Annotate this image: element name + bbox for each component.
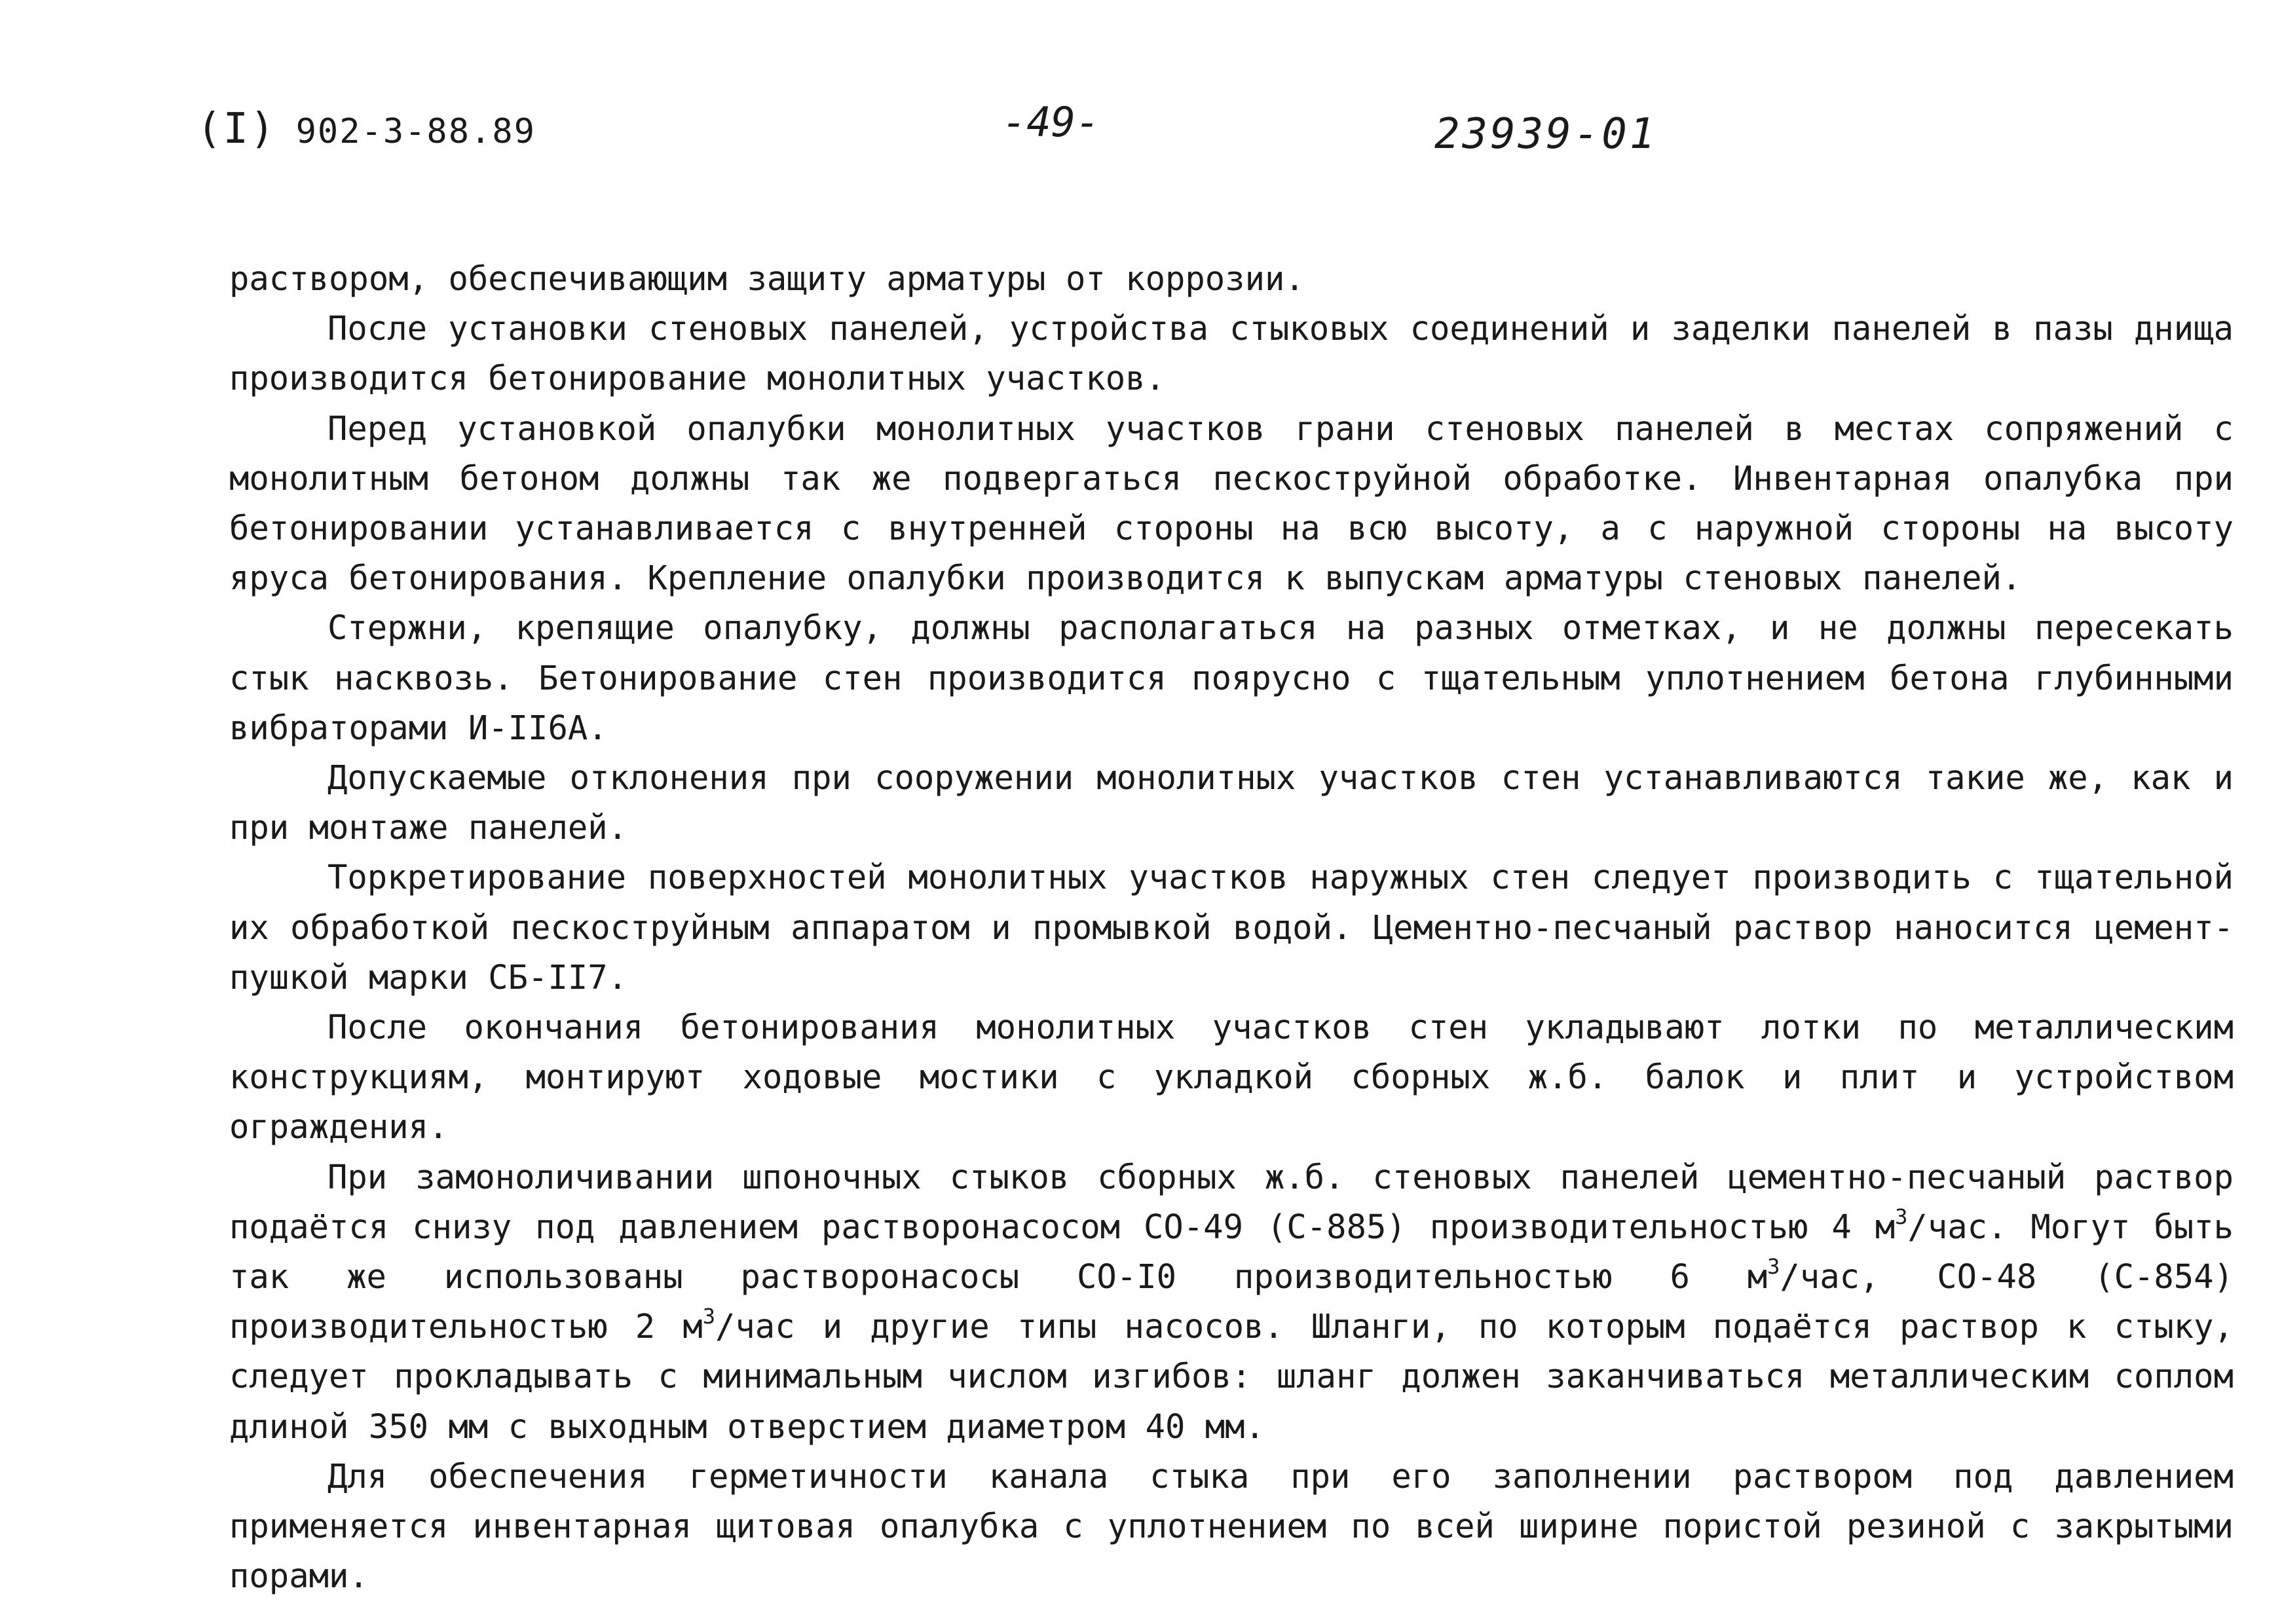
superscript-cubic-1: 3 xyxy=(1895,1204,1908,1229)
paragraph-panel-installation: После установки стеновых панелей, устройства стыковых соединений и заделки панелей в пазы днища производится бетонирование монолитных участков. xyxy=(229,309,2234,398)
document-body xyxy=(229,254,2234,1601)
grouting-text-1: При замоноличивании шпоночных стыков сборных ж.б. стеновых панелей цементно-песчаный раствор подаётся снизу под давлением растворонасосом СО-49 (С-885) производительностью 4 м xyxy=(229,1157,2234,1246)
paragraph-trays: После окончания бетонирования монолитных участков стен укладывают лотки по металлическим конструкциям, монтируют ходовые мостики с укладкой сборных ж.б. балок и плит и устройством ограждения. xyxy=(229,1008,2234,1147)
paragraph-continuation: раствором, обеспечивающим защиту арматуры от коррозии. xyxy=(229,259,1305,298)
paragraph-gunite: Торкретирование поверхностей монолитных участков наружных стен следует производить с тщательной их обработкой пескоструйным аппаратом и промывкой водой. Цементно-песчаный раствор наносится цемент-пушкой марки СБ-II7. xyxy=(229,858,2234,997)
paragraph-grouting xyxy=(229,1153,2234,1452)
grouting-text-4: /час и другие типы насосов. Шланги, по которым подаётся раствор к стыку, следует прокладывать с минимальным числом изгибов: шланг должен заканчиваться металлическим соплом длиной 350 мм с выходным отверстием диаметром 40 мм. xyxy=(229,1307,2234,1446)
page-header xyxy=(196,98,2096,177)
header-left xyxy=(196,105,536,153)
paragraph-tolerances: Допускаемые отклонения при сооружении монолитных участков стен устанавливаются такие же, как и при монтаже панелей. xyxy=(229,758,2234,847)
paragraph-sealing: Для обеспечения герметичности канала стыка при его заполнении раствором под давлением применяется инвентарная щитовая опалубка с уплотнением по всей ширине пористой резиной с закрытыми порами. xyxy=(229,1456,2234,1596)
section-mark: (I) xyxy=(196,105,276,153)
paragraph-rods: Стержни, крепящие опалубку, должны располагаться на разных отметках, и не должны пересекать стык насквозь. Бетонирование стен производится поярусно с тщательным уплотнением бетона глубинными вибраторами И-II6А. xyxy=(229,608,2234,747)
superscript-cubic-3: 3 xyxy=(702,1304,715,1329)
superscript-cubic-2: 3 xyxy=(1767,1254,1780,1280)
page-number: -49- xyxy=(1002,98,1100,146)
document-number: 23939-01 xyxy=(1434,110,1658,158)
project-code: 902-3-88.89 xyxy=(295,112,536,151)
paragraph-formwork: Перед установкой опалубки монолитных участков грани стеновых панелей в местах сопряжений с монолитным бетоном должны так же подвергаться пескоструйной обработке. Инвентарная опалубка при бетонировании устанавливается с внутренней стороны на всю высоту, а с наружной стороны на высоту яруса бетонирования. Крепление опалубки производится к выпускам арматуры стеновых панелей. xyxy=(229,409,2234,598)
grouting-text-3: /час, СО-48 (С-854) производительностью 2 м xyxy=(229,1257,2234,1346)
grouting-text-2: /час. Могут быть так же использованы растворонасосы СО-I0 производительностью 6 м xyxy=(229,1207,2234,1297)
